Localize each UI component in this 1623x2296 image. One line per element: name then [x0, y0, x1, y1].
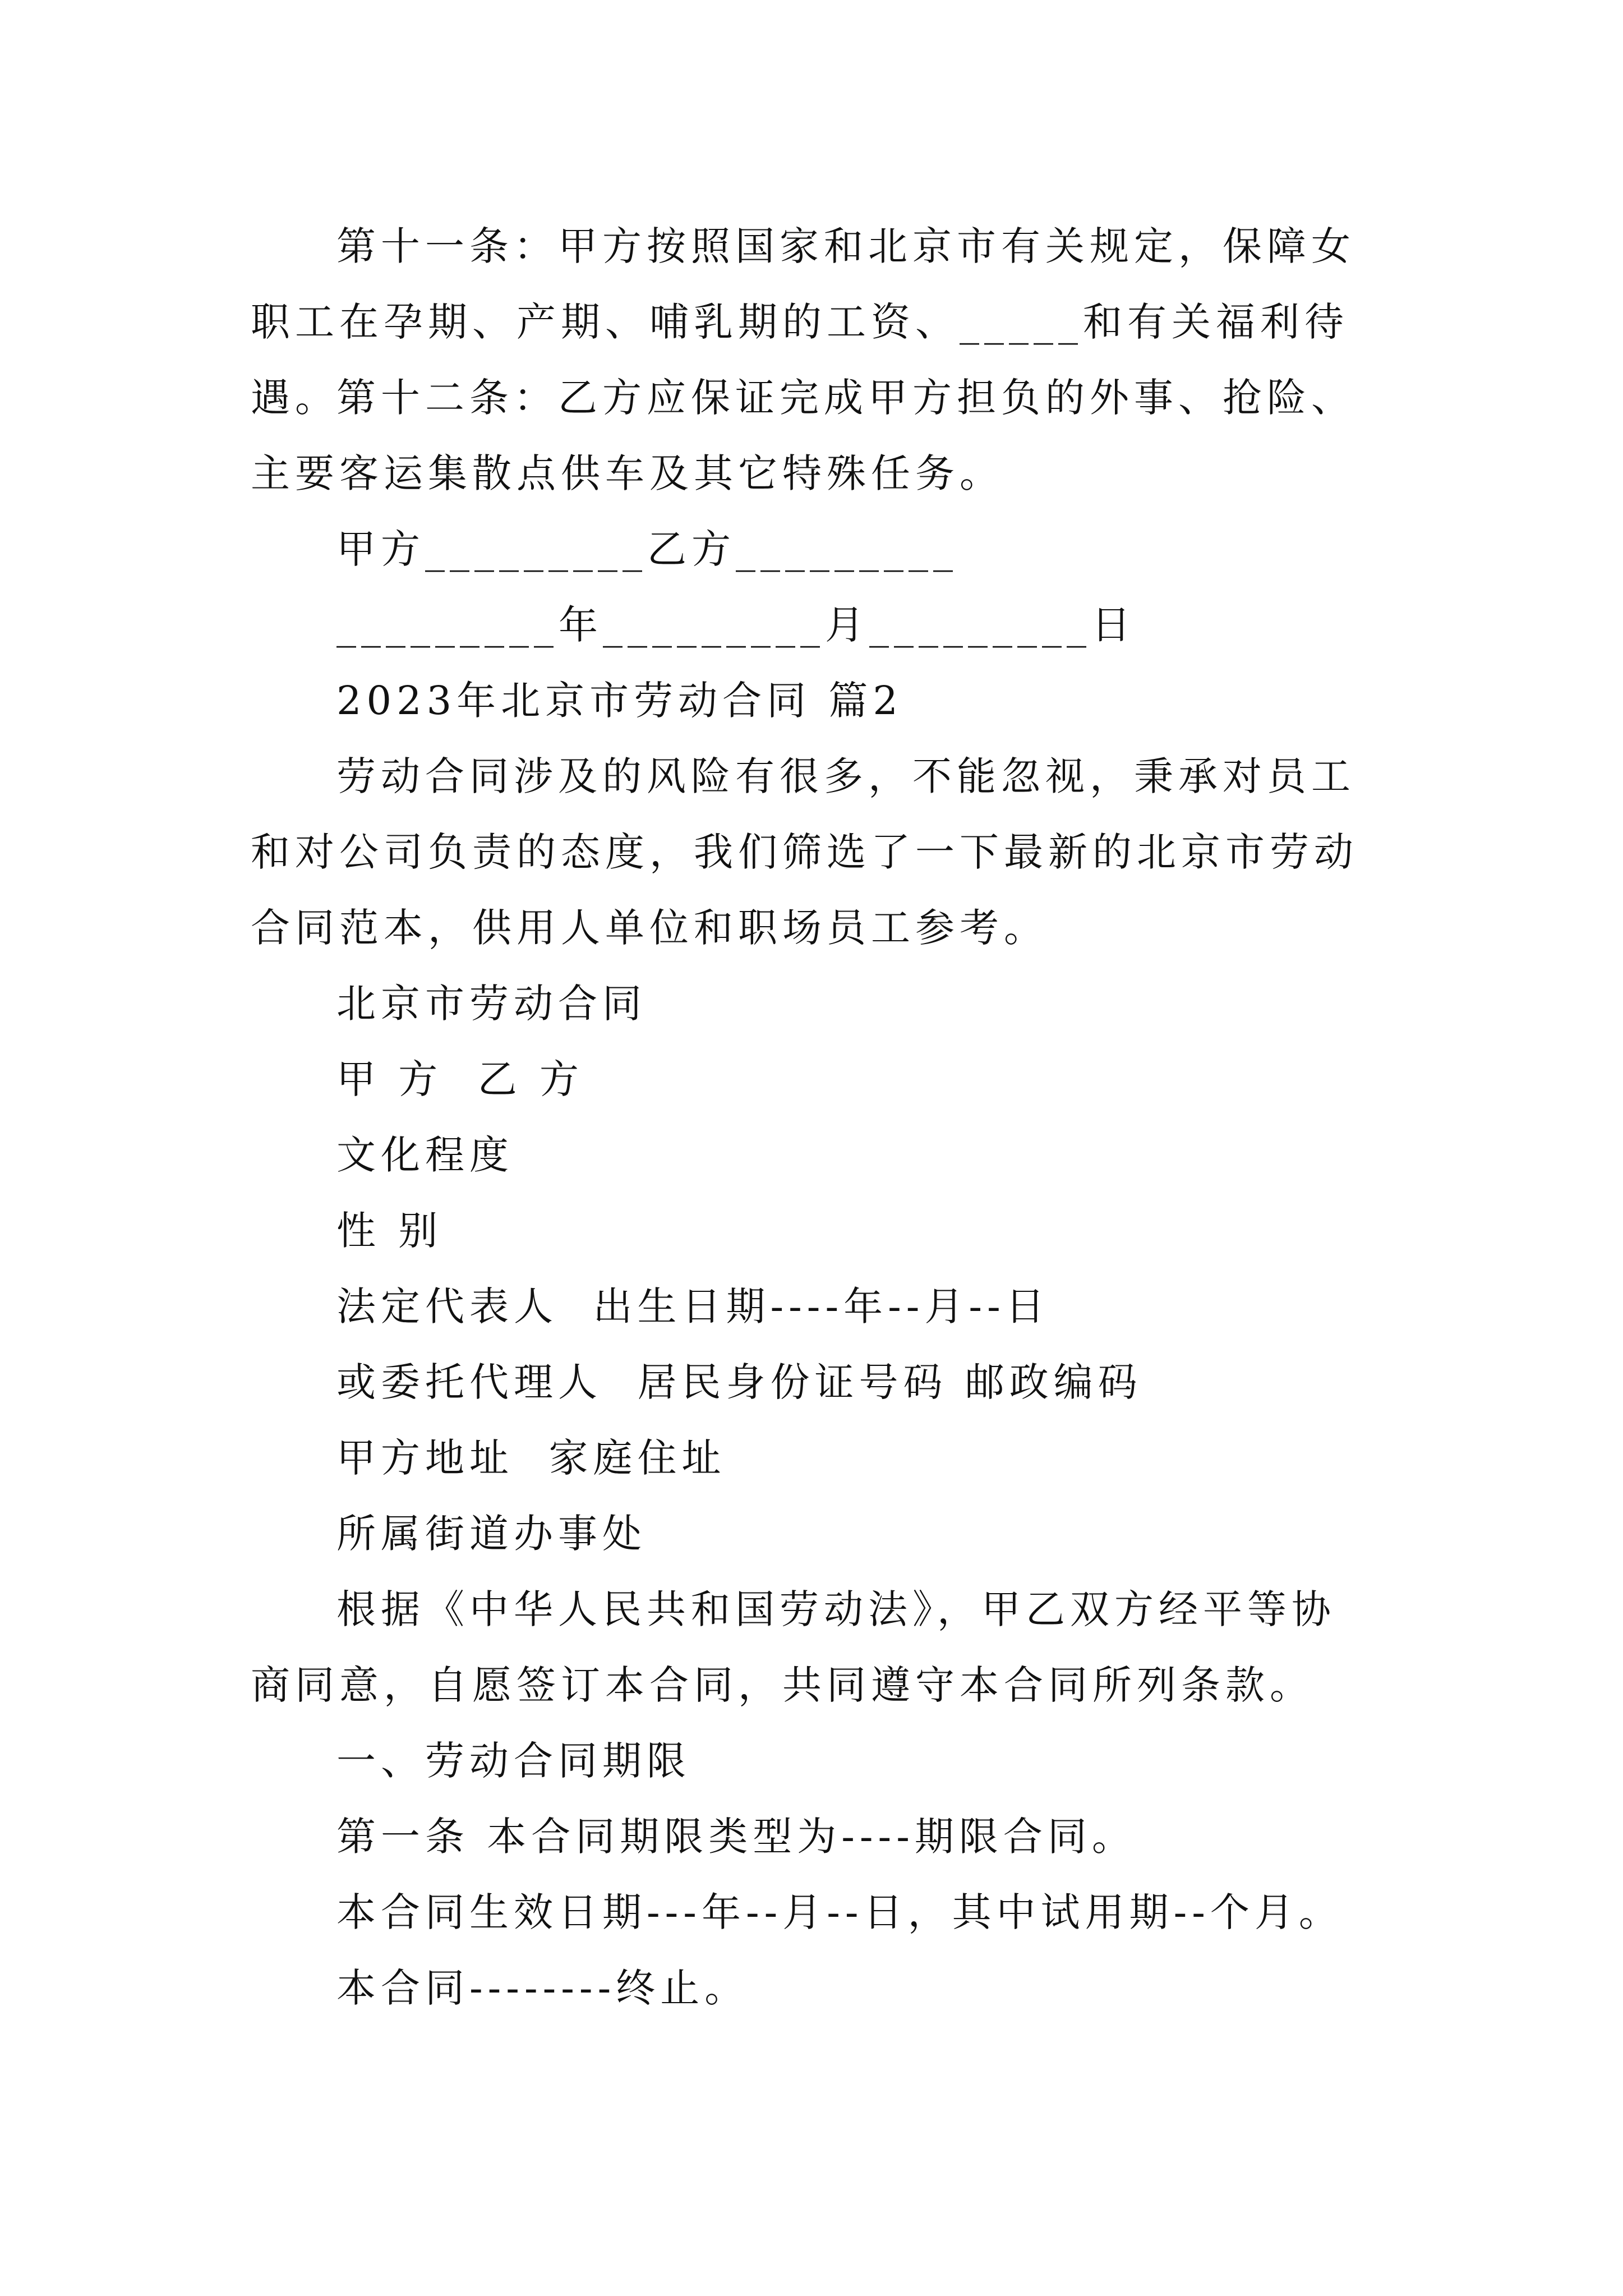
paragraph-intro: 劳动合同涉及的风险有很多，不能忽视，秉承对员工和对公司负责的态度，我们筛选了一下最新的北京市劳动合同范本，供用人单位和职场员工参考。 [251, 753, 1358, 951]
address-line: 甲方地址 家庭住址 [336, 1435, 726, 1481]
chapter-heading: 一、劳动合同期限 [336, 1738, 691, 1784]
effective-date-line: 本合同生效日期---年--月--日，其中试用期--个月。 [336, 1889, 1343, 1935]
contract-title: 北京市劳动合同 [336, 981, 647, 1027]
section-title: 2023年北京市劳动合同 篇2 [336, 678, 903, 724]
termination-line: 本合同--------终止。 [336, 1965, 749, 2011]
paragraph-article-12: 第十二条：乙方应保证完成甲方担负的外事、抢险、主要客运集散点供车及其它特殊任务。 [251, 375, 1355, 496]
parties-line: 甲 方 乙 方 [336, 1056, 584, 1102]
street-office-line: 所属街道办事处 [336, 1511, 647, 1557]
paragraph-basis: 根据《中华人民共和国劳动法》，甲乙双方经平等协商同意，自愿签订本合同，共同遵守本合同所列条款。 [251, 1586, 1336, 1708]
article-1-line: 第一条 本合同期限类型为----期限合同。 [336, 1814, 1136, 1860]
legal-rep-line: 法定代表人 出生日期----年--月--日 [336, 1283, 1050, 1329]
agent-line: 或委托代理人 居民身份证号码 邮政编码 [336, 1359, 1142, 1405]
paragraph-article-11: 第十一条：甲方按照国家和北京市有关规定，保障女职工在孕期、产期、哺乳期的工资、_____和有关福利待遇。 [251, 223, 1355, 421]
gender-line: 性 别 [336, 1208, 443, 1254]
signature-line: 甲方_________乙方_________ [336, 526, 958, 572]
education-line: 文化程度 [336, 1132, 514, 1178]
date-line: _________年_________月_________日 [336, 602, 1136, 648]
